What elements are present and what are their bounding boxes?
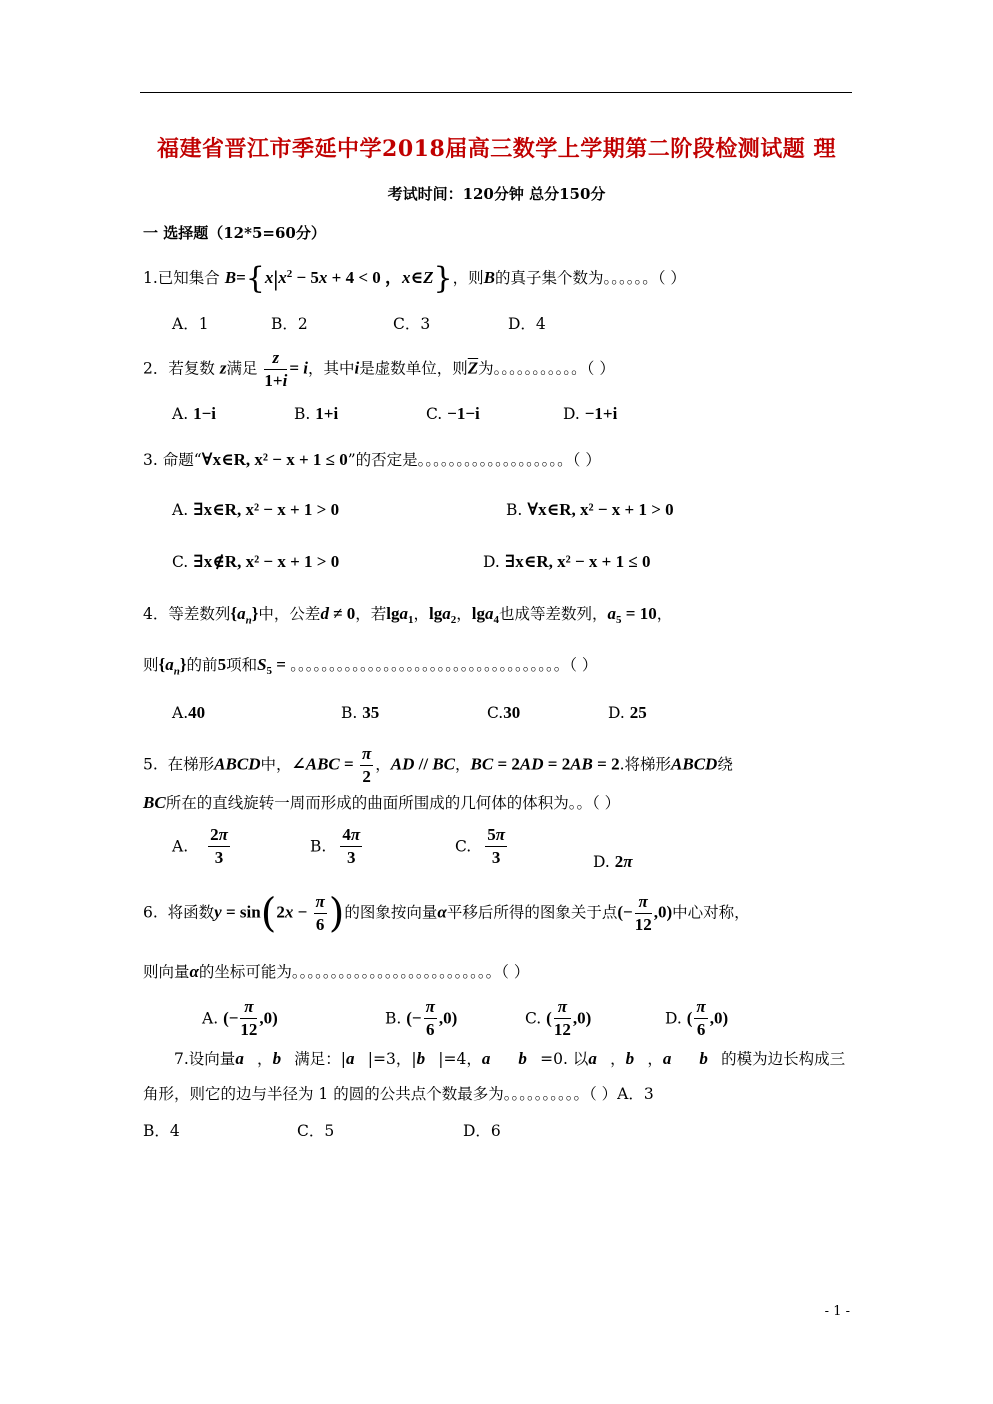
q1-option-d: D．4 <box>508 315 546 333</box>
q7-option-c: C．5 <box>297 1122 335 1140</box>
question-2: 2．若复数 z满足 $\frac{z}{1+i}$ = i，其中i是虚数单位，则$\overline{Z}$为。。。。。。。。。。。（ ） <box>143 348 615 390</box>
q2-option-b: B. 1+i <box>294 404 339 423</box>
math-set-b: B <box>224 268 237 288</box>
q3-option-a: A. ∃x∈R, x² − x + 1 > 0 <box>172 500 340 519</box>
header-rule <box>140 92 852 93</box>
page-number: - 1 - <box>824 1304 850 1319</box>
q2-option-a: A. 1−i <box>172 404 216 423</box>
question-5: 5. 在梯形ABCD中，∠ABC = $\frac{\pi}{2}$ ，AD // BC，BC = 2AD = 2AB = 2.将梯形ABCD绕 <box>143 744 733 786</box>
question-6-line-2: 则向量α的坐标可能为。。。。。。。。。。。。。。。。。。。。。。。。。。（ ） <box>143 962 530 981</box>
q6-option-d: D. ( $\frac{\pi}{6}$ ,0) <box>665 997 729 1039</box>
q1-option-b: B．2 <box>271 315 308 333</box>
q7-option-b: B．4 <box>143 1122 180 1140</box>
question-6: 6. 将函数y = sin(2x − $\frac{\pi}{6}$ )的图象按向量α平移后所得的图象关于点(− $\frac{\pi}{12}$ ,0)中心对称， <box>143 890 750 937</box>
q3-option-d: D. ∃x∈R, x² − x + 1 ≤ 0 <box>483 552 651 571</box>
q3-option-c: C. ∃x∉R, x² − x + 1 > 0 <box>172 552 340 571</box>
question-5-line-2: BC所在的直线旋转一周而形成的曲面所围成的几何体的体积为。。（ ） <box>143 793 621 812</box>
section-heading: 一 选择题（12*5=60分） <box>143 224 326 242</box>
question-1: 1.已知集合 $B=\{x|x^2 - 5x + 4 < 0$ ，x∈Z}，则B的真子集个数为。。。。。。（ ） <box>143 261 686 297</box>
q6-option-a: A. (− $\frac{\pi}{12}$ ,0) <box>202 997 278 1039</box>
question-7-line-2: 角形，则它的边与半径为 1 的圆的公共点个数最多为。。。。。。。。。。（ ）A．3 <box>143 1085 654 1103</box>
question-4: 4．等差数列$\{a_n\}$中，公差d ≠ 0，若lga$_1$，lga$_2$，lga$_4$也成等差数列，$a_5 = 10$， <box>143 604 673 627</box>
exam-info: 考试时间：120分钟 总分150分 <box>387 185 606 203</box>
q2-option-c: C. −1−i <box>426 404 480 423</box>
question-7: 7.设向量a⃗，b⃗满足：|a⃗|=3，|b⃗|=4，a⃗ b⃗=0. 以a⃗，b⃗，a⃗ b⃗的模为边长构成三 <box>174 1049 846 1068</box>
question-4-line-2: 则$\{a_n\}$的前5项和$S_5$ = 。。。。。。。。。。。。。。。。。。。。。。。。。。。。。。。。。。。（ ） <box>143 655 598 678</box>
page-title: 福建省晋江市季延中学2018届高三数学上学期第二阶段检测试题 理 <box>157 136 836 162</box>
q6-option-b: B. (− $\frac{\pi}{6}$ ,0) <box>385 997 458 1039</box>
fraction-z-over-1-plus-i: $\frac{z}{1+i}$ <box>264 348 288 390</box>
q6-option-c: C. ( $\frac{\pi}{12}$ ,0) <box>525 997 592 1039</box>
q1-option-c: C．3 <box>393 315 431 333</box>
q4-option-b: B. 35 <box>341 703 380 722</box>
q5-option-b: B. $\frac{4\pi}{3}$ <box>310 825 361 867</box>
q5-option-d: D. 2π <box>593 852 633 871</box>
q1-option-a: A．1 <box>172 315 209 333</box>
q4-option-c: C.30 <box>487 703 521 722</box>
q7-option-d: D．6 <box>463 1122 501 1140</box>
q4-option-d: D. 25 <box>608 703 647 722</box>
q2-option-d: D. −1+i <box>563 404 618 423</box>
q4-option-a: A.40 <box>172 703 206 722</box>
q5-option-c: C. $\frac{5\pi}{3}$ <box>455 825 506 867</box>
question-3: 3. 命题“∀x∈R, x² − x + 1 ≤ 0”的否定是。。。。。。。。。。。。。。。。。。。（ ） <box>143 450 601 469</box>
q3-option-b: B. ∀x∈R, x² − x + 1 > 0 <box>506 500 674 519</box>
q5-option-a: A. $\frac{2\pi}{3}$ <box>172 825 228 867</box>
